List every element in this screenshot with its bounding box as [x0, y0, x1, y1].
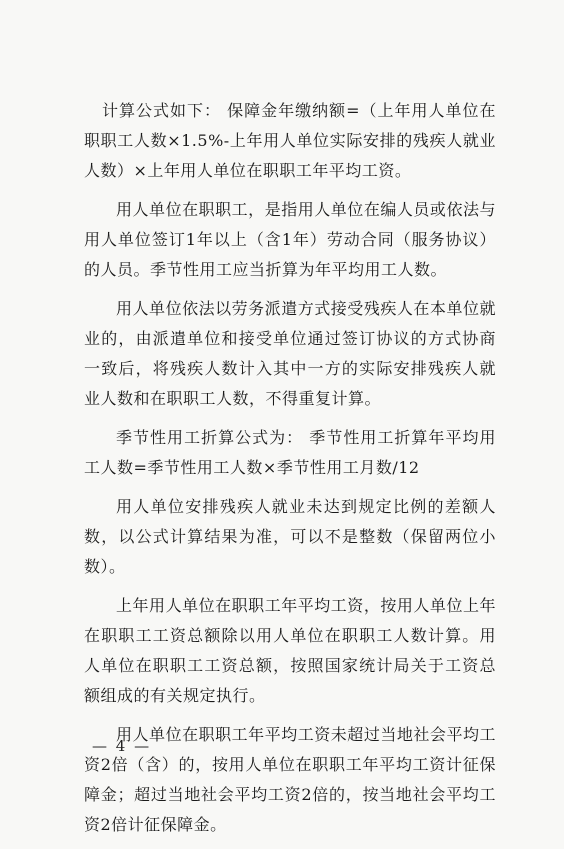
paragraph-dispatch: 用人单位依法以劳务派遣方式接受残疾人在本单位就业的，由派遣单位和接受单位通过签订协议的方式协商一致后，将残疾人数计入其中一方的实际安排残疾人就业人数和在职职工人数，不得重复计算。: [84, 299, 496, 408]
paragraph-seasonal-formula: 季节性用工折算公式为： 季节性用工折算年平均用工人数=季节性用工人数×季节性用工月数/12: [84, 428, 496, 477]
paragraph-difference: 用人单位安排残疾人就业未达到规定比例的差额人数，以公式计算结果为准，可以不是整数（保留两位小数）。: [84, 497, 496, 576]
page-number: — 4 —: [92, 737, 152, 755]
paragraph-employee-definition: 用人单位在职职工，是指用人单位在编人员或依法与用人单位签订1年以上（含1年）劳动合同（服务协议）的人员。季节性用工应当折算为年平均用工人数。: [84, 200, 496, 279]
paragraph-wage-cap: 用人单位在职职工年平均工资未超过当地社会平均工资2倍（含）的，按用人单位在职职工年平均工资计征保障金；超过当地社会平均工资2倍的，按当地社会平均工资2倍计征保障金。: [84, 725, 496, 834]
paragraph-formula: 计算公式如下： 保障金年缴纳额=（上年用人单位在职职工人数×1.5%-上年用人单位实际安排的残疾人就业人数）×上年用人单位在职职工年平均工资。: [84, 101, 496, 180]
paragraph-average-wage: 上年用人单位在职职工年平均工资，按用人单位上年在职职工工资总额除以用人单位在职职工人数计算。用人单位在职职工工资总额，按照国家统计局关于工资总额组成的有关规定执行。: [84, 596, 496, 705]
